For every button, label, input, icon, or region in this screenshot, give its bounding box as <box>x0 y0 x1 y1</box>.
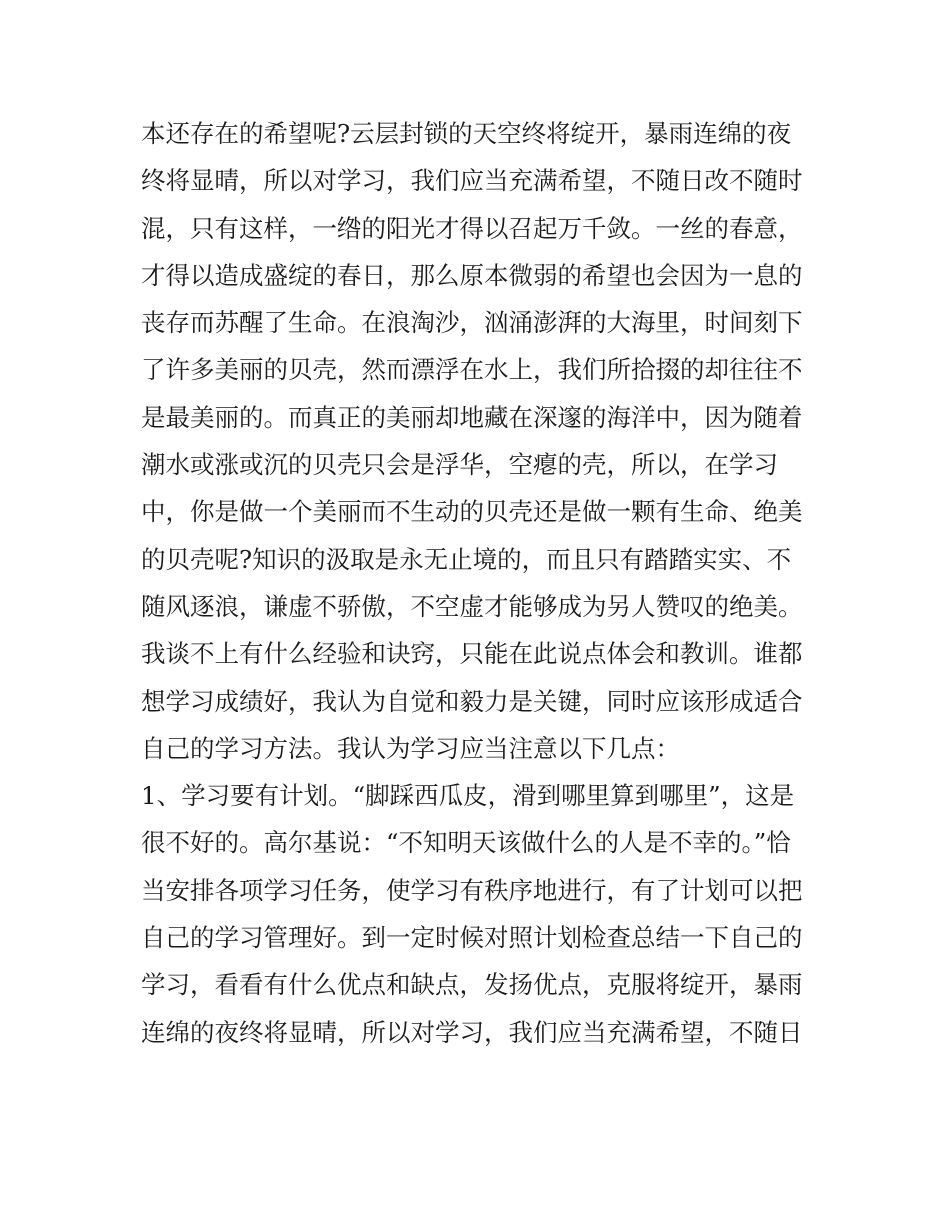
text-line: 的贝壳呢?知识的汲取是永无止境的，而且只有踏踏实实、不 <box>141 544 792 574</box>
text-line: 是最美丽的。而真正的美丽却地藏在深邃的海洋中，因为随着 <box>141 402 803 432</box>
text-line: 学习，看看有什么优点和缺点，发扬优点，克服将绽开，暴雨 <box>141 970 803 1000</box>
text-line: 连绵的夜终将显晴，所以对学习，我们应当充满希望，不随日 <box>141 1017 803 1047</box>
text-line: 很不好的。高尔基说：“不知明天该做什么的人是不幸的。”恰 <box>141 828 791 858</box>
text-line: 本还存在的希望呢?云层封锁的天空终将绽开，暴雨连绵的夜 <box>141 119 792 148</box>
list-item-line: 1、学习要有计划。“脚踩西瓜皮，滑到哪里算到哪里”，这是 <box>141 781 795 811</box>
text-line: 丧存而苏醒了生命。在浪淘沙，汹涌澎湃的大海里，时间刻下 <box>141 308 803 338</box>
text-line: 中，你是做一个美丽而不生动的贝壳还是做一颗有生命、绝美 <box>141 497 803 527</box>
text-line: 了许多美丽的贝壳，然而漂浮在水上，我们所拾掇的却往往不 <box>141 355 803 385</box>
text-line: 才得以造成盛绽的春日，那么原本微弱的希望也会因为一息的 <box>141 260 803 290</box>
text-line: 自己的学习方法。我认为学习应当注意以下几点： <box>141 733 680 763</box>
text-line: 终将显晴，所以对学习，我们应当充满希望，不随日改不随时 <box>141 166 803 196</box>
text-line: 随风逐浪，谦虚不骄傲，不空虚才能够成为另人赞叹的绝美。 <box>141 591 803 621</box>
body-text <box>141 110 821 1056</box>
text-line: 想学习成绩好，我认为自觉和毅力是关键，同时应该形成适合 <box>141 686 803 716</box>
text-line: 我谈不上有什么经验和诀窍，只能在此说点体会和教训。谁都 <box>141 639 803 669</box>
text-line: 潮水或涨或沉的贝壳只会是浮华，空瘪的壳，所以，在学习 <box>141 450 778 480</box>
text-line: 当安排各项学习任务，使学习有秩序地进行，有了计划可以把 <box>141 875 803 905</box>
text-line: 混，只有这样，一绺的阳光才得以召起万千敛。一丝的春意， <box>141 213 803 243</box>
text-line: 自己的学习管理好。到一定时候对照计划检查总结一下自己的 <box>141 923 803 953</box>
